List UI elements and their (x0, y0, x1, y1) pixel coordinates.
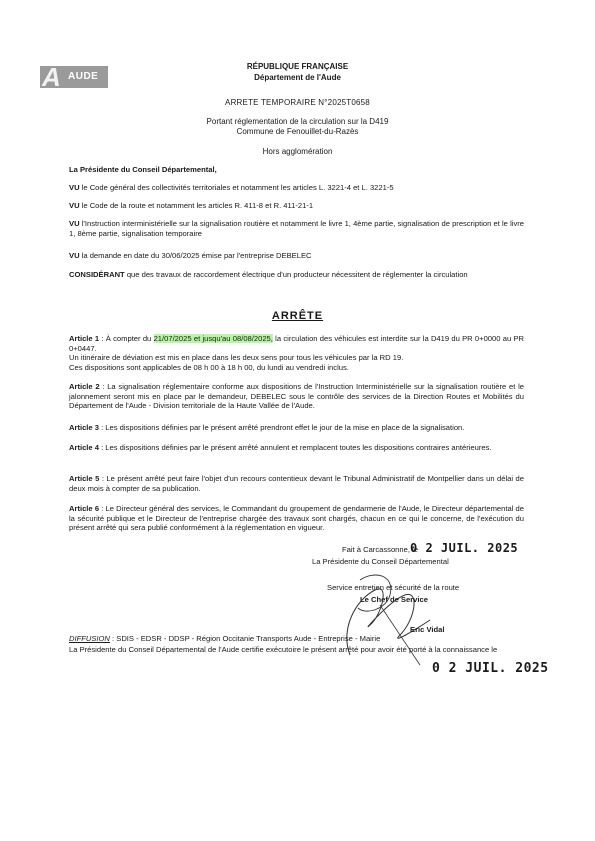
certification-date-stamp: 0 2 JUIL. 2025 (432, 661, 549, 676)
signatory-name: Eric Vidal (410, 625, 445, 634)
vu-paragraph-2 (69, 201, 524, 211)
vu-text: le Code général des collectivités territoriales et notamment les articles L. 3221-4 et L. 3221-5 (79, 183, 394, 192)
vu-label: VU (69, 201, 80, 210)
signature-date-stamp: 0 2 JUIL. 2025 (410, 541, 519, 555)
diffusion-line (69, 634, 539, 644)
republic-heading: RÉPUBLIQUE FRANÇAISE (246, 62, 349, 71)
article-text: Un itinéraire de déviation est mis en place dans les deux sens pour tous les véhicules par la RD 19. (69, 353, 404, 363)
signature-for-president: La Présidente du Conseil Départemental (312, 557, 449, 566)
vu-label: VU (69, 183, 80, 192)
vu-text: la demande en date du 30/06/2025 émise par l'entreprise DEBELEC (79, 251, 312, 260)
certification-line: La Présidente du Conseil Départemental de l'Aude certifie exécutoire le présent arrêté pour avoir été porté à la connaissance le (69, 645, 498, 654)
article-label: Article 4 (69, 443, 99, 452)
article-text: la circulation des véhicules est interdite sur la D419 du PR 0+0000 au PR 0+0447. (69, 334, 525, 353)
vu-text: le Code de la route et notamment les articles R. 411-8 et R. 411-21-1 (79, 201, 314, 210)
vu-paragraph-1 (69, 183, 524, 193)
article-label: Article 2 (69, 382, 100, 391)
article-2 (69, 382, 524, 411)
logo-text: AUDE (68, 71, 99, 82)
vu-text: l'Instruction interministérielle sur la signalisation routière et notamment le livre 1, 4ème partie, signalisation de prescription et le livre 1, 8ème partie, signalisation temporaire (69, 219, 524, 238)
article-text: : La signalisation réglementaire conforme aux dispositions de l'Instruction Interministérielle sur la signalisation routière et le jalonnement seront mis en place par le demandeur, DEBELEC sous le contrôle des services de la Direction Routes et Mobilités du Département de l'Aude - Division territoriale de la Haute Vallée de l'Aude. (69, 382, 524, 411)
arrete-subject (0, 117, 595, 137)
considerant-paragraph (69, 270, 524, 280)
article-text: : Les dispositions définies par le présent arrêté annulent et remplacent toutes les dispositions contraires antérieures. (98, 443, 492, 452)
considerant-text: que des travaux de raccordement électrique d'un producteur nécessitent de réglementer la circulation (124, 270, 468, 279)
department-heading: Département de l'Aude (254, 73, 341, 82)
article-label: Article 6 (69, 504, 100, 513)
arrete-title: ARRÊTE (271, 310, 324, 322)
considerant-label: CONSIDÉRANT (69, 270, 125, 279)
signature-place: Fait à Carcassonne, le (342, 545, 418, 554)
zone-label: Hors agglomération (262, 147, 333, 156)
subject-line-1: Portant réglementation de la circulation sur la D419 (206, 117, 389, 126)
diffusion-label: DIFFUSION (69, 634, 110, 643)
article-label: Article 5 (69, 474, 100, 483)
article-text: : Les dispositions définies par le présent arrêté prendront effet le jour de la mise en place de la signalisation. (98, 423, 465, 432)
vu-paragraph-4 (69, 251, 524, 261)
article-4 (69, 443, 524, 453)
article-label: Article 1 (69, 334, 100, 343)
arrete-number: ARRETE TEMPORAIRE N°2025T0658 (225, 98, 370, 107)
president-line: La Présidente du Conseil Départemental, (69, 165, 217, 174)
vu-paragraph-3 (69, 219, 524, 238)
article-text: : À compter du (99, 334, 154, 343)
article-5 (69, 474, 524, 493)
article-text: : Le Directeur général des services, le Commandant du groupement de gendarmerie de l'Aude, le Directeur départemental de la sécurité publique et le Directeur de l'entreprise chargée des travaux sont chargés, chacun en ce qui le concerne, de l'exécution du présent arrêté qui sera publié conformément à la réglementation en vigueur. (69, 504, 524, 533)
signature-service: Service entretien et sécurité de la route (327, 583, 460, 592)
diffusion-text: : SDIS - EDSR - DDSP - Région Occitanie Transports Aude - Entreprise - Mairie (109, 634, 381, 643)
subject-line-2: Commune de Fenouillet-du-Razès (236, 127, 359, 136)
signature-chef: Le Chef de Service (360, 595, 428, 604)
article-text: : Le présent arrêté peut faire l'objet d'un recours contentieux devant le Tribunal Administratif de Montpellier dans un délai de deux mois à compter de sa publication. (69, 474, 525, 493)
article-1 (69, 334, 524, 372)
article-6 (69, 504, 524, 533)
article-label: Article 3 (69, 423, 99, 432)
article-text: Ces dispositions sont applicables de 08 h 00 à 18 h 00, du lundi au vendredi inclus. (69, 362, 349, 372)
vu-label: VU (69, 251, 80, 260)
vu-label: VU (69, 219, 80, 228)
logo-a-glyph: A (42, 62, 61, 92)
article-3 (69, 423, 524, 433)
highlighted-dates: 21/07/2025 et jusqu'au 08/08/2025, (153, 334, 273, 343)
